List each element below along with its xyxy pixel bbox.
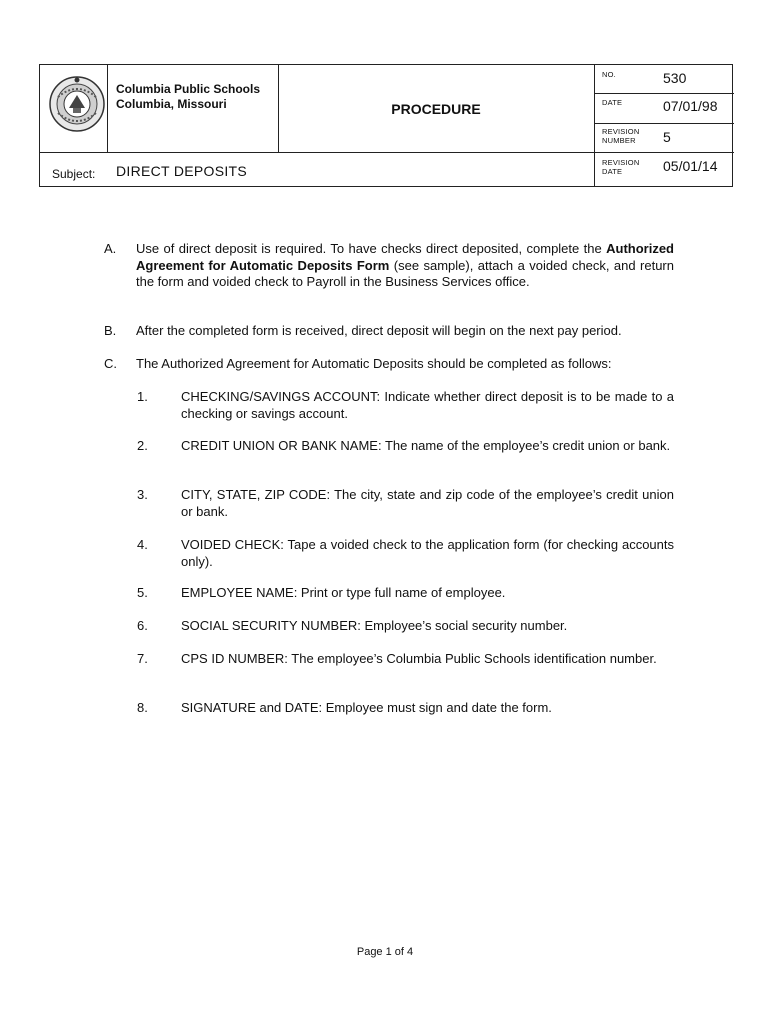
step-number: 4. — [137, 537, 148, 552]
step-number: 8. — [137, 700, 148, 715]
step-text: EMPLOYEE NAME: Print or type full name of employee. — [181, 585, 506, 600]
step-text: CITY, STATE, ZIP CODE: The city, state and zip code of the employee’s credit union or bank. — [181, 487, 674, 519]
revision-number-label-line1: REVISION — [602, 127, 640, 136]
divider — [107, 65, 108, 152]
school-location: Columbia, Missouri — [116, 97, 227, 111]
step-number: 5. — [137, 585, 148, 600]
step-text: CREDIT UNION OR BANK NAME: The name of the employee’s credit union or bank. — [181, 438, 671, 453]
subject-label: Subject: — [52, 167, 96, 181]
step-text: VOIDED CHECK: Tape a voided check to the application form (for checking accounts only). — [181, 537, 674, 569]
revision-date-label-line1: REVISION — [602, 158, 640, 167]
document-type: PROCEDURE — [391, 100, 481, 117]
revision-number-label — [602, 127, 639, 145]
section-marker: A. — [104, 241, 117, 256]
school-name-block — [116, 82, 260, 112]
section-c-text: The Authorized Agreement for Automatic Deposits should be completed as follows: — [136, 356, 612, 371]
procedure-date: 07/01/98 — [663, 98, 718, 114]
divider — [594, 152, 734, 153]
procedure-header — [39, 64, 733, 187]
section-a-text — [136, 241, 674, 291]
divider — [594, 123, 734, 124]
divider — [40, 152, 594, 153]
divider — [594, 93, 734, 94]
step-text: CHECKING/SAVINGS ACCOUNT: Indicate whether direct deposit is to be made to a checking or savings account. — [181, 389, 674, 421]
revision-number-label-line2: NUMBER — [602, 136, 636, 145]
step-text: SOCIAL SECURITY NUMBER: Employee’s social security number. — [181, 618, 568, 633]
step-number: 2. — [137, 438, 148, 453]
section-a-text-end: (see sample), attach a voided check, and return the form and voided check to Payroll in the Business Services office. — [136, 257, 674, 289]
section-b-text: After the completed form is received, direct deposit will begin on the next pay period. — [136, 323, 622, 338]
subject-title: DIRECT DEPOSITS — [116, 163, 248, 179]
no-label: NO. — [602, 70, 616, 79]
school-seal-logo — [48, 75, 106, 133]
page-number: Page 1 of 4 — [356, 946, 414, 958]
divider — [594, 65, 595, 187]
step-text: CPS ID NUMBER: The employee’s Columbia Public Schools identification number. — [181, 651, 657, 666]
step-number: 6. — [137, 618, 148, 633]
step-text: SIGNATURE and DATE: Employee must sign and date the form. — [181, 700, 552, 715]
section-marker: B. — [104, 323, 117, 338]
step-number: 7. — [137, 651, 148, 666]
revision-date-label — [602, 158, 639, 176]
section-a-text-start: Use of direct deposit is required. To have checks direct deposited, complete the — [136, 241, 607, 256]
date-label: DATE — [602, 98, 623, 107]
revision-date: 05/01/14 — [663, 158, 718, 174]
revision-number: 5 — [663, 129, 671, 145]
section-marker: C. — [104, 356, 117, 371]
revision-date-label-line2: DATE — [602, 167, 623, 176]
procedure-number: 530 — [663, 70, 687, 86]
school-name: Columbia Public Schools — [116, 82, 261, 96]
step-number: 1. — [137, 389, 148, 404]
step-number: 3. — [137, 487, 148, 502]
form-name: Authorized Agreement for Automatic Deposits Form — [136, 241, 674, 273]
